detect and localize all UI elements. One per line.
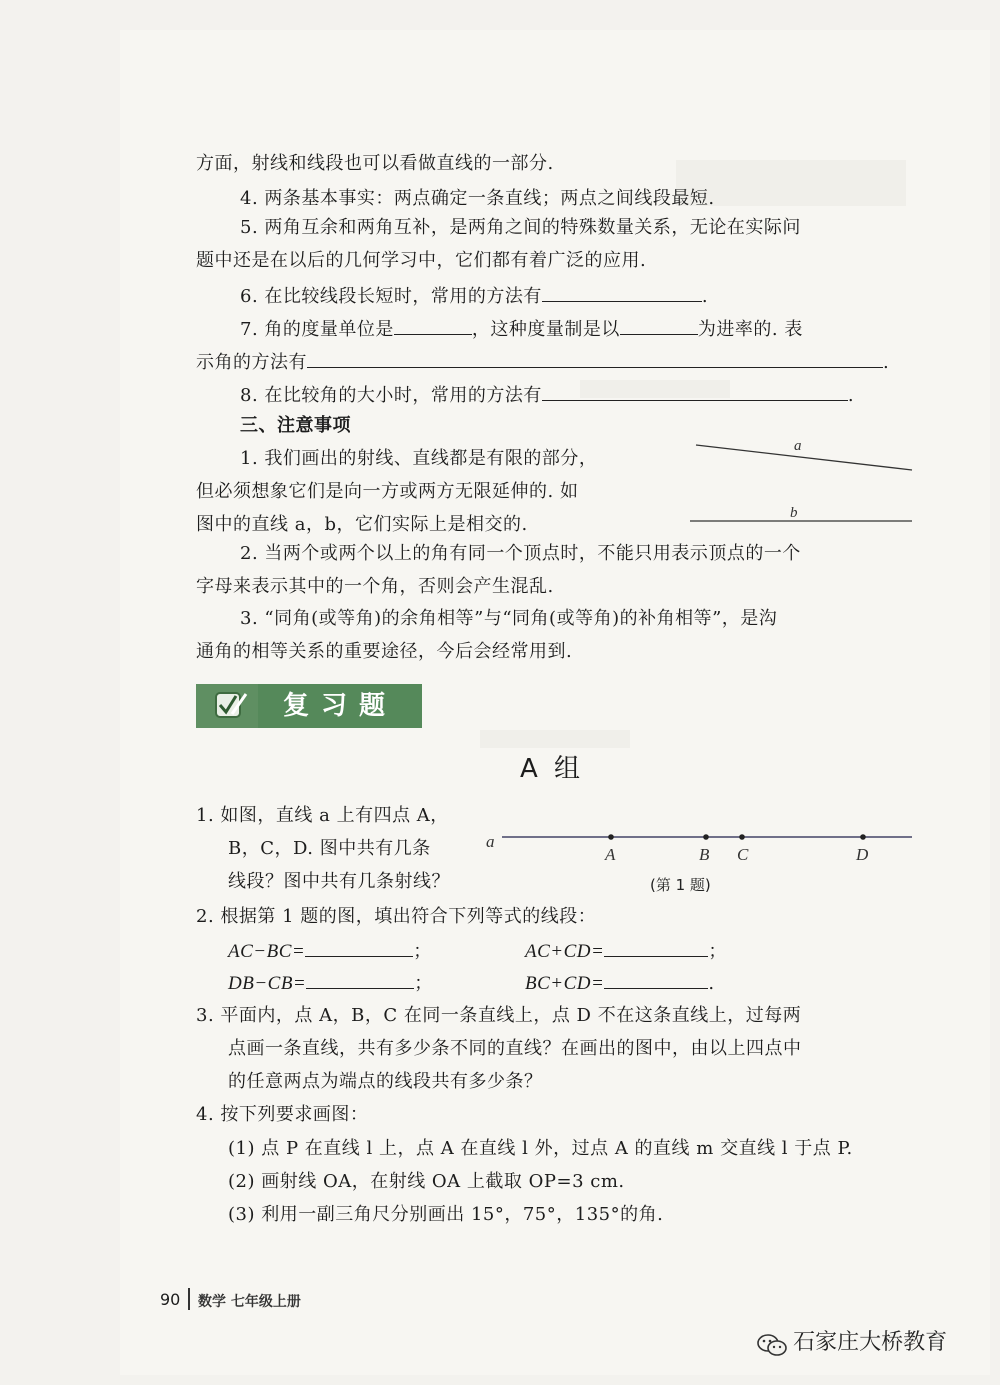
eq-1-sep: ；	[413, 941, 432, 962]
checkbox-pencil-icon	[196, 684, 258, 728]
summary-item-6	[240, 281, 708, 311]
fill-blank[interactable]	[307, 347, 883, 368]
point-b-dot	[703, 834, 709, 840]
summary-item-7	[240, 314, 803, 344]
fill-blank[interactable]	[394, 314, 472, 335]
review-banner	[196, 684, 422, 728]
summary-line-1: 方面，射线和线段也可以看做直线的一部分.	[196, 153, 554, 174]
note-3-line-2: 通角的相等关系的重要途径，今后会经常用到.	[196, 641, 573, 662]
label-b: b	[790, 505, 798, 521]
q4-item-1: (1) 点 P 在直线 l 上，点 A 在直线 l 外，过点 A 的直线 m 交直线 l 于点 P.	[228, 1138, 853, 1159]
note-2-line-2: 字母来表示其中的一个角，否则会产生混乱.	[196, 576, 554, 597]
q4-prompt: 4. 按下列要求画图：	[196, 1104, 369, 1125]
eq-3-text: DB−CB=	[228, 973, 307, 994]
point-c-label: C	[737, 845, 749, 864]
label-a: a	[794, 438, 802, 454]
book-title: 数学 七年级上册	[198, 1294, 301, 1310]
watermark-text: 石家庄大桥教育	[793, 1330, 948, 1355]
eq-2-text: AC+CD=	[525, 941, 605, 962]
point-a-label: A	[605, 845, 616, 864]
eq-1-text: AC−BC=	[228, 941, 306, 962]
fill-blank[interactable]	[305, 936, 413, 957]
note-1-line-2: 但必须想象它们是向一方或两方无限延伸的. 如	[196, 481, 579, 502]
summary-item-7-cont	[196, 347, 889, 377]
eq-2-sep: ；	[708, 941, 727, 962]
line-a-label: a	[486, 832, 495, 851]
point-b-label: B	[699, 845, 710, 864]
fill-blank[interactable]	[620, 314, 698, 335]
summary-item-8-text: 8. 在比较角的大小时，常用的方法有	[240, 385, 542, 406]
q4-item-3: (3) 利用一副三角尺分别画出 15°，75°，135°的角.	[228, 1204, 664, 1225]
q2-eq-1	[228, 936, 432, 966]
q2-eq-4	[525, 968, 715, 998]
bleed-through-mark	[480, 730, 630, 748]
summary-item-7-end: .	[883, 352, 890, 373]
review-banner-title: 复习题	[258, 684, 422, 728]
note-3-line-1: 3. “同角(或等角)的余角相等”与“同角(或等角)的补角相等”，是沟	[240, 608, 778, 629]
fill-blank[interactable]	[542, 281, 702, 302]
q1-line-3: 线段？图中共有几条射线？	[228, 871, 450, 892]
fill-blank[interactable]	[542, 380, 848, 401]
q3-line-1: 3. 平面内，点 A，B，C 在同一条直线上，点 D 不在这条直线上，过每两	[196, 1005, 802, 1026]
notes-heading: 三、注意事项	[240, 415, 351, 436]
point-c-dot	[739, 834, 745, 840]
summary-item-6-text: 6. 在比较线段长短时，常用的方法有	[240, 286, 542, 307]
wechat-icon	[756, 1332, 788, 1358]
summary-item-8-end: .	[847, 385, 855, 406]
summary-item-7-text-c: 为进率的. 表	[697, 319, 803, 340]
q3-line-2: 点画一条直线，共有多少条不同的直线？在画出的图中，由以上四点中	[228, 1038, 802, 1059]
group-a-title: A 组	[520, 754, 585, 784]
note-1-line-3: 图中的直线 a，b，它们实际上是相交的.	[196, 514, 528, 535]
summary-item-7-text-d: 示角的方法有	[196, 352, 307, 373]
fill-blank[interactable]	[306, 968, 414, 989]
page-number: 90	[160, 1290, 181, 1309]
figure-caption: (第 1 题)	[650, 876, 711, 894]
note-2-line-1: 2. 当两个或两个以上的角有同一个顶点时，不能只用表示顶点的一个	[240, 543, 801, 564]
summary-item-6-end: .	[701, 286, 709, 307]
summary-item-7-text-a: 7. 角的度量单位是	[240, 319, 394, 340]
summary-item-4: 4. 两条基本事实：两点确定一条直线；两点之间线段最短.	[240, 188, 715, 209]
lines-a-b-figure	[690, 435, 920, 530]
point-d-label: D	[856, 845, 869, 864]
eq-4-text: BC+CD=	[525, 973, 605, 994]
q1-figure	[480, 820, 920, 900]
footer-divider	[188, 1288, 190, 1310]
summary-item-5: 5. 两角互余和两角互补，是两角之间的特殊数量关系，无论在实际问	[240, 217, 801, 238]
summary-item-7-text-b: ，这种度量制是以	[471, 319, 620, 340]
q2-eq-2	[525, 936, 727, 966]
line-a	[696, 445, 912, 470]
summary-item-8	[240, 380, 854, 410]
note-1-line-1: 1. 我们画出的射线、直线都是有限的部分，	[240, 448, 598, 469]
q2-prompt: 2. 根据第 1 题的图，填出符合下列等式的线段：	[196, 906, 597, 927]
point-d-dot	[860, 834, 866, 840]
q1-line-2: B，C，D. 图中共有几条	[228, 838, 431, 859]
eq-4-end: .	[708, 973, 715, 994]
fill-blank[interactable]	[604, 936, 708, 957]
q3-line-3: 的任意两点为端点的线段共有多少条？	[228, 1071, 543, 1092]
fill-blank[interactable]	[604, 968, 708, 989]
summary-item-5-cont: 题中还是在以后的几何学习中，它们都有着广泛的应用.	[196, 250, 647, 271]
q1-line-1: 1. 如图，直线 a 上有四点 A，	[196, 805, 449, 826]
q4-item-2: (2) 画射线 OA，在射线 OA 上截取 OP=3 cm.	[228, 1171, 625, 1192]
q2-eq-3	[228, 968, 433, 998]
eq-3-sep: ；	[414, 973, 433, 994]
point-a-dot	[608, 834, 614, 840]
wechat-watermark	[756, 1325, 947, 1358]
